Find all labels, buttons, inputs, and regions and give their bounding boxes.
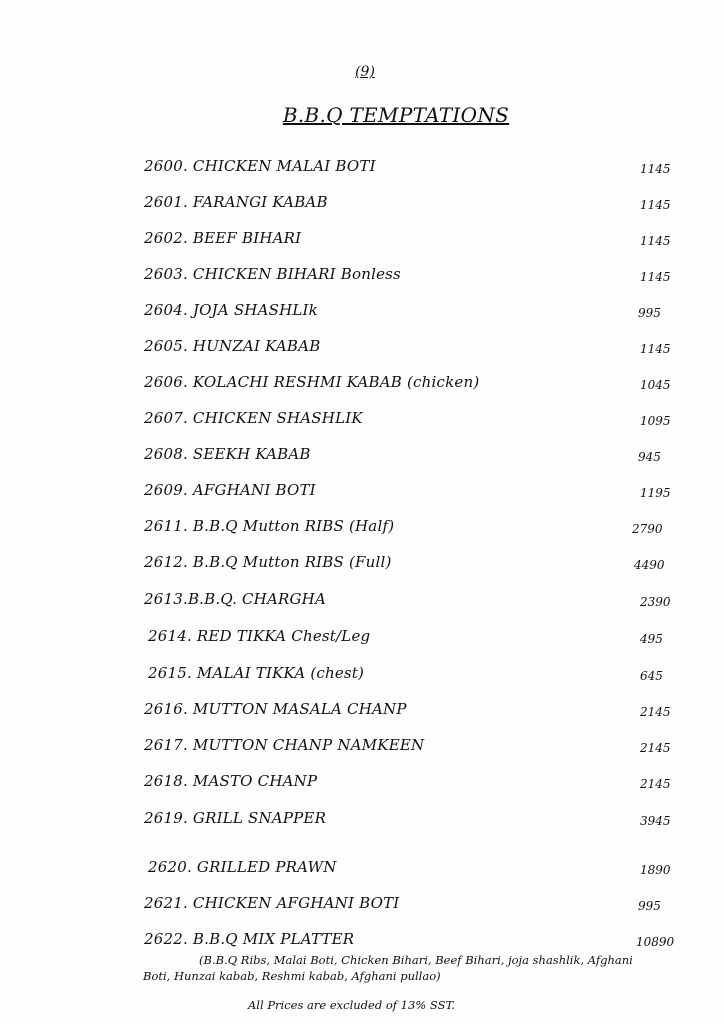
menu-item-price: 2790 <box>632 522 663 536</box>
menu-item-price: 1145 <box>640 162 671 176</box>
menu-item-price: 1095 <box>640 414 671 428</box>
menu-item-price: 10890 <box>636 935 675 949</box>
menu-item-price: 1195 <box>640 486 671 500</box>
menu-item-name: 2619. GRILL SNAPPER <box>144 809 327 827</box>
menu-item-price: 2145 <box>640 741 671 755</box>
menu-item-name: 2602. BEEF BIHARI <box>144 229 302 247</box>
platter-note-line-2: Boti, Hunzai kabab, Reshmi kabab, Afghani pullao) <box>143 969 441 983</box>
menu-item-name: 2611. B.B.Q Mutton RIBS (Half) <box>144 517 395 535</box>
menu-item-name: 2621. CHICKEN AFGHANI BOTI <box>144 894 400 912</box>
menu-item-name: 2613.B.B.Q. CHARGHA <box>144 590 326 608</box>
menu-item-price: 1890 <box>640 863 671 877</box>
menu-item-name: 2622. B.B.Q MIX PLATTER <box>144 930 355 948</box>
tax-footnote: All Prices are excluded of 13% SST. <box>248 998 456 1012</box>
menu-item-name: 2605. HUNZAI KABAB <box>144 337 321 355</box>
menu-item-name: 2616. MUTTON MASALA CHANP <box>144 700 407 718</box>
menu-item-price: 1145 <box>640 342 671 356</box>
menu-item-price: 3945 <box>640 814 671 828</box>
menu-item-price: 645 <box>640 669 663 683</box>
page-number: (9) <box>355 64 375 80</box>
menu-item-name: 2604. JOJA SHASHLIk <box>144 301 318 319</box>
menu-item-name: 2617. MUTTON CHANP NAMKEEN <box>144 736 425 754</box>
menu-item-name: 2608. SEEKH KABAB <box>144 445 311 463</box>
menu-item-name: 2614. RED TIKKA Chest/Leg <box>148 627 371 645</box>
menu-item-price: 995 <box>638 899 661 913</box>
menu-item-price: 1045 <box>640 378 671 392</box>
menu-item-price: 2145 <box>640 705 671 719</box>
menu-item-name: 2615. MALAI TIKKA (chest) <box>148 664 365 682</box>
platter-contents-note <box>143 952 673 984</box>
menu-item-name: 2606. KOLACHI RESHMI KABAB (chicken) <box>144 373 480 391</box>
menu-item-price: 4490 <box>634 558 665 572</box>
menu-item-price: 995 <box>638 306 661 320</box>
menu-item-price: 1145 <box>640 270 671 284</box>
menu-item-name: 2607. CHICKEN SHASHLIK <box>144 409 363 427</box>
section-title: B.B.Q TEMPTATIONS <box>282 103 510 127</box>
menu-item-name: 2601. FARANGI KABAB <box>144 193 328 211</box>
menu-item-name: 2620. GRILLED PRAWN <box>148 858 337 876</box>
menu-item-name: 2609. AFGHANI BOTI <box>144 481 316 499</box>
platter-note-line-1: (B.B.Q Ribs, Malai Boti, Chicken Bihari, Beef Bihari, joja shashlik, Afghani <box>199 953 633 967</box>
menu-item-price: 2145 <box>640 777 671 791</box>
menu-item-price: 1145 <box>640 198 671 212</box>
menu-item-name: 2600. CHICKEN MALAI BOTI <box>144 157 376 175</box>
menu-item-name: 2612. B.B.Q Mutton RIBS (Full) <box>144 553 392 571</box>
menu-item-price: 2390 <box>640 595 671 609</box>
menu-item-price: 495 <box>640 632 663 646</box>
menu-item-price: 945 <box>638 450 661 464</box>
menu-item-name: 2618. MASTO CHANP <box>144 772 318 790</box>
menu-item-price: 1145 <box>640 234 671 248</box>
menu-item-name: 2603. CHICKEN BIHARI Bonless <box>144 265 401 283</box>
